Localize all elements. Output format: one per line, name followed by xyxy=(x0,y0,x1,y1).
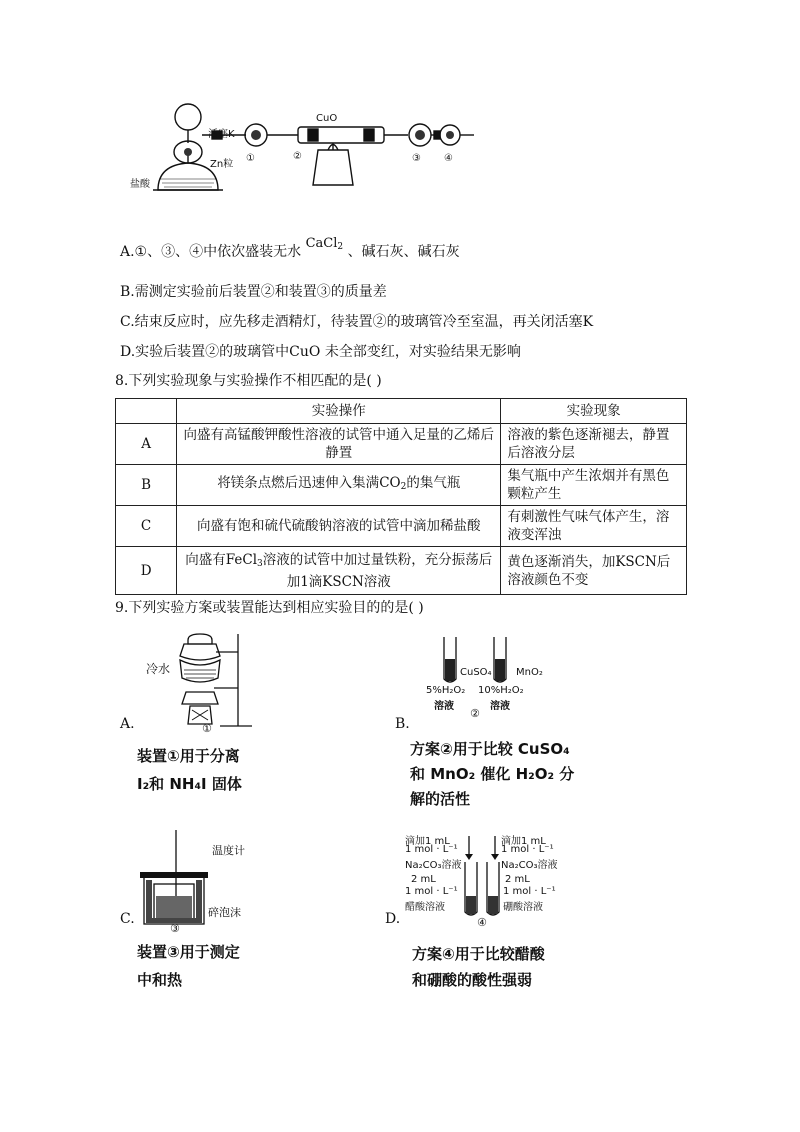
op-prefix: 向盛有 xyxy=(185,551,226,568)
sublimation-apparatus-drawing xyxy=(140,630,260,736)
q9-d-figure xyxy=(405,832,565,932)
op-suffix: 溶液的试管中加过量铁粉，充分振荡后加1滴KSCN溶液 xyxy=(262,551,493,590)
acid-label: 盐酸 xyxy=(130,179,150,190)
cacl-text: CaCl xyxy=(305,236,338,251)
boric-line3: 硼酸溶液 xyxy=(503,902,543,913)
device-2-label: ② xyxy=(293,151,302,162)
device-3-number: ③ xyxy=(170,922,180,935)
q9-c-caption-line2: 中和热 xyxy=(137,971,183,989)
co2-subscript: 2 xyxy=(400,482,407,492)
cold-water-label: 冷水 xyxy=(146,662,171,676)
q8-header-operation: 实验操作 xyxy=(177,399,501,424)
q9-b-figure xyxy=(420,635,560,725)
foam-label: 碎泡沫 xyxy=(208,906,241,919)
h2o2-10-label: 10%H₂O₂ xyxy=(478,685,524,696)
q9-b-caption-line2: 和 MnO₂ 催化 H₂O₂ 分 xyxy=(410,765,575,783)
solution-left-label: 溶液 xyxy=(434,701,454,712)
row-operation xyxy=(177,547,501,595)
row-phenomenon: 溶液的紫色逐渐褪去，静置后溶液分层 xyxy=(501,424,687,465)
right-drop-line2: 1 mol · L⁻¹ xyxy=(501,844,554,855)
q8-header-blank xyxy=(116,399,177,424)
device-4-label: ④ xyxy=(444,153,453,164)
q8-table xyxy=(115,398,687,595)
q9-a-caption-line1: 装置①用于分离 xyxy=(137,747,240,765)
device-1-number: ① xyxy=(202,722,212,735)
q9-d-caption-line2: 和硼酸的酸性强弱 xyxy=(412,971,533,989)
q9-option-c-letter: C. xyxy=(120,911,135,927)
device-2-number: ② xyxy=(470,707,480,720)
q7-option-c: C.结束反应时，应先移走酒精灯，待装置②的玻璃管冷至室温，再关闭活塞K xyxy=(120,314,594,330)
q7-option-a xyxy=(120,236,460,266)
row-phenomenon: 有刺激性气味气体产生，溶液变浑浊 xyxy=(501,506,687,547)
fecl3-subscript: 3 xyxy=(257,558,263,569)
q8-question: 8.下列实验现象与实验操作不相匹配的是( ) xyxy=(115,373,382,389)
left-drop-line3: Na₂CO₃溶液 xyxy=(405,860,462,871)
q8-header-phenomenon: 实验现象 xyxy=(501,399,687,424)
q9-b-caption-line3: 解的活性 xyxy=(410,790,471,808)
mno2-label: MnO₂ xyxy=(516,667,543,678)
device-1-label: ① xyxy=(246,153,255,164)
row-option: A xyxy=(116,424,177,465)
boric-line2: 1 mol · L⁻¹ xyxy=(503,886,556,897)
stopcock-label: 活塞K xyxy=(208,129,235,140)
device-3-label: ③ xyxy=(412,153,421,164)
op-suffix: 的集气瓶 xyxy=(406,475,461,491)
solution-right-label: 溶液 xyxy=(490,701,510,712)
row-option: D xyxy=(116,547,177,595)
table-row xyxy=(116,424,687,465)
fecl3-formula: FeCl xyxy=(225,551,258,568)
q7-option-d: D.实验后装置②的玻璃管中CuO 未全部变红，对实验结果无影响 xyxy=(120,344,521,360)
q9-a-caption-line2: I₂和 NH₄I 固体 xyxy=(137,775,242,793)
row-phenomenon: 集气瓶中产生浓烟并有黑色颗粒产生 xyxy=(501,465,687,506)
q9-d-caption-line1: 方案④用于比较醋酸 xyxy=(412,945,545,963)
acetic-line1: 2 mL xyxy=(411,874,436,885)
q9-b-caption-line1: 方案②用于比较 CuSO₄ xyxy=(410,740,570,758)
table-row xyxy=(116,465,687,506)
co2-formula: CO xyxy=(379,475,401,491)
q9-option-d-letter: D. xyxy=(385,911,401,927)
right-drop-line3: Na₂CO₃溶液 xyxy=(501,860,558,871)
row-operation xyxy=(177,465,501,506)
acetic-line3: 醋酸溶液 xyxy=(405,902,445,913)
device-4-number: ④ xyxy=(477,916,487,929)
table-row xyxy=(116,506,687,547)
row-operation: 向盛有高锰酸钾酸性溶液的试管中通入足量的乙烯后静置 xyxy=(177,424,501,465)
left-drop-line2: 1 mol · L⁻¹ xyxy=(405,844,458,855)
cuo-label: CuO xyxy=(316,113,338,124)
table-row xyxy=(116,547,687,595)
q9-option-b-letter: B. xyxy=(395,716,410,732)
calorimeter-drawing xyxy=(140,828,270,936)
q9-option-a-letter: A. xyxy=(120,716,135,732)
q7-option-b: B.需测定实验前后装置②和装置③的质量差 xyxy=(120,284,387,300)
q7-option-a-suffix: 、碱石灰、碱石灰 xyxy=(347,244,460,260)
acetic-line2: 1 mol · L⁻¹ xyxy=(405,886,458,897)
q8-header-row xyxy=(116,399,687,424)
q9-question: 9.下列实验方案或装置能达到相应实验目的的是( ) xyxy=(115,600,424,616)
boric-line1: 2 mL xyxy=(505,874,530,885)
q7-apparatus-figure xyxy=(128,95,478,213)
zn-label: Zn粒 xyxy=(210,159,234,170)
left-drop-line1: 滴加1 mL xyxy=(405,836,450,847)
q7-option-a-prefix: A.①、③、④中依次盛装无水 xyxy=(120,244,302,260)
cacl-subscript: 2 xyxy=(337,242,344,252)
q7-option-a-formula xyxy=(306,236,344,251)
h2o2-5-label: 5%H₂O₂ xyxy=(426,685,466,696)
q9-a-figure xyxy=(140,630,260,736)
thermometer-label: 温度计 xyxy=(212,844,245,857)
q7-apparatus-drawing xyxy=(128,95,478,213)
row-phenomenon: 黄色逐渐消失，加KSCN后溶液颜色不变 xyxy=(501,547,687,595)
cuso4-label: CuSO₄ xyxy=(460,667,492,678)
q9-c-figure xyxy=(140,828,270,936)
row-option: B xyxy=(116,465,177,506)
q9-c-caption-line1: 装置③用于测定 xyxy=(137,943,240,961)
row-option: C xyxy=(116,506,177,547)
op-prefix: 将镁条点燃后迅速伸入集满 xyxy=(217,475,380,491)
row-operation: 向盛有饱和硫代硫酸钠溶液的试管中滴加稀盐酸 xyxy=(177,506,501,547)
right-drop-line1: 滴加1 mL xyxy=(501,836,546,847)
